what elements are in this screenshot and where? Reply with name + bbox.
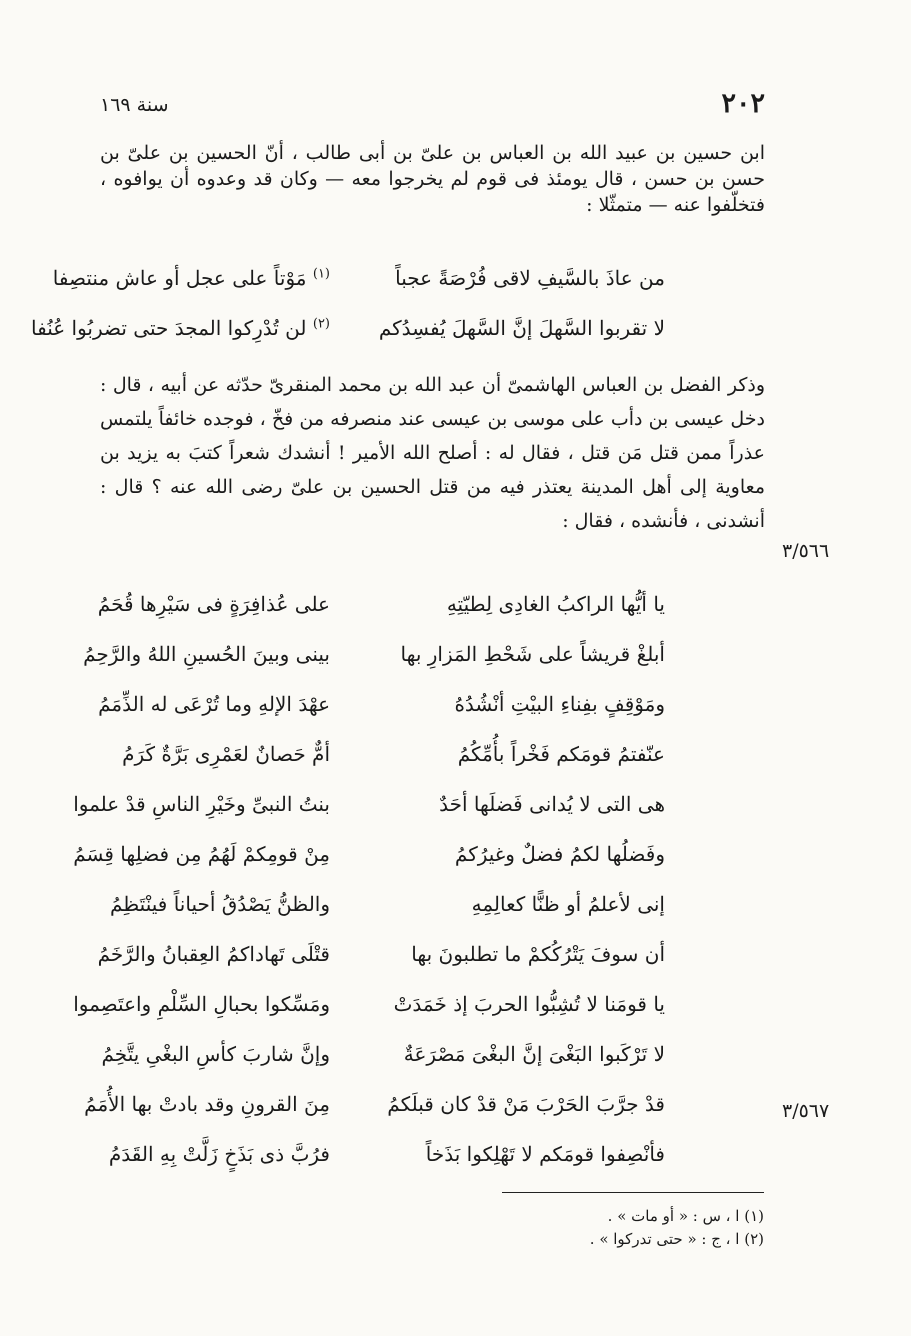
couplet xyxy=(0,592,665,632)
running-head-year: سنة ١٦٩ xyxy=(100,94,169,116)
first-hemistich: من عاذَ بالسَّيفِ لاقى فُرْصَةً عجباً xyxy=(395,266,665,290)
first-hemistich: يا أيُّها الراكبُ الغادِى لِطيّتِهِ xyxy=(446,592,665,616)
first-hemistich: ومَوْقِفٍ بفِناءِ البيْتِ أنْشُدُهُ xyxy=(454,692,665,716)
couplet xyxy=(0,742,665,782)
footnote-marker: (٢) xyxy=(312,316,330,332)
second-hemistich: فرُبَّ ذى بَذَخٍ زَلَّتْ بِهِ القَدَمُ xyxy=(108,1142,330,1166)
footnote-marker: (١) xyxy=(312,266,330,282)
page-header xyxy=(100,88,765,128)
first-hemistich: لا تَرْكَبوا البَغْىَ إنَّ البغْىَ مَصْرَعَةٌ xyxy=(403,1042,665,1066)
couplet xyxy=(0,892,665,932)
couplet xyxy=(0,1142,665,1182)
page-number: ٢٠٢ xyxy=(721,88,765,119)
first-hemistich: عنّفتمُ قومَكم فَخْراً بأُمِّكُمُ xyxy=(457,742,665,766)
second-hemistich xyxy=(0,316,330,340)
couplet xyxy=(0,316,665,356)
first-hemistich: هى التى لا يُدانى فَضلَها أحَدٌ xyxy=(439,792,665,816)
margin-reference: ٣/٥٦٧ xyxy=(782,1100,830,1122)
opening-paragraph: ابن حسين بن عبيد الله بن العباس بن علىّ بن أبى طالب ، أنّ الحسين بن علىّ بن حسن بن حسن ، قال يومئذ فى قوم لم يخرجوا معه — وكان قد وعدوه أن يوافوه ، فتخلّفوا عنه — متمثّلا : xyxy=(100,142,765,216)
couplet xyxy=(0,692,665,732)
second-hemistich: والظنُّ يَصْدُقُ أحياناً فينْتَظِمُ xyxy=(109,892,330,916)
first-hemistich: يا قومَنا لا تُشِبُّوا الحربَ إذ خَمَدَتْ xyxy=(393,992,665,1016)
couplet xyxy=(0,792,665,832)
second-hemistich: عهْدَ الإلهِ وما تُرْعَى له الذِّمَمُ xyxy=(98,692,330,716)
first-hemistich: أبلغْ قريشاً على شَحْطِ المَزارِ بها xyxy=(400,642,665,666)
first-hemistich: أن سوفَ يَتْرُكُكمْ ما تطلبونَ بها xyxy=(411,942,665,966)
couplet xyxy=(0,1092,665,1132)
second-hemistich-text: مَوْتاً على عجل أو عاش منتصِفا xyxy=(52,266,307,290)
margin-reference: ٣/٥٦٦ xyxy=(782,540,830,562)
second-hemistich: مِنَ القرونِ وقد بادتْ بها الأُمَمُ xyxy=(84,1092,330,1116)
footnotes xyxy=(502,1205,764,1251)
narrative-paragraph: وذكر الفضل بن العباس الهاشمىّ أن عبد الله بن محمد المنقرىّ حدّثه عن أبيه ، قال : دخل عيسى بن دأب على موسى بن عيسى عند منصرفه من فخّ ، فوجده خائفاً يلتمس عذراً ممن قتل مَن قتل ، فقال له : أصلح الله الأمير ! أنشدك شعراً كتبَ به يزيد بن معاوية إلى أهل المدينة يعتذر فيه من قتل الحسين بن علىّ رضى الله عنه ؟ قال : أنشدنى ، فأنشده ، فقال : xyxy=(100,374,765,532)
first-hemistich: لا تقربوا السَّهلَ إنَّ السَّهلَ يُفسِدُكم xyxy=(378,316,665,340)
second-hemistich: أمٌّ حَصانٌ لعَمْرِى بَرَّةٌ كَرَمُ xyxy=(122,742,330,766)
second-hemistich: بنتُ النبىِّ وخَيْرِ الناسِ قدْ علموا xyxy=(73,792,330,816)
couplet xyxy=(0,1042,665,1082)
second-hemistich-text: لن تُدْرِكوا المجدَ حتى تضربُوا عُنُفا xyxy=(30,316,307,340)
first-hemistich: فأنْصِفوا قومَكم لا تَهْلِكوا بَذَخاً xyxy=(425,1142,665,1166)
second-hemistich: بينى وبينَ الحُسينِ اللهُ والرَّحِمُ xyxy=(83,642,330,666)
first-hemistich: وفَضلُها لكمُ فضلٌ وغيرُكمُ xyxy=(454,842,665,866)
first-hemistich: إنى لأعلمُ أو ظنًّا كعالِمِهِ xyxy=(471,892,665,916)
second-hemistich: قتْلَى تَهاداكمُ العِقبانُ والرَّخَمُ xyxy=(97,942,330,966)
footnote: (١) ا ، س : « أو مات » . xyxy=(607,1207,764,1225)
second-hemistich: على عُذافِرَةٍ فى سَيْرِها قُحَمُ xyxy=(97,592,330,616)
footnote: (٢) ا ، ج : « حتى تدركوا » . xyxy=(589,1230,764,1248)
footnote-divider xyxy=(502,1192,764,1193)
couplet xyxy=(0,992,665,1032)
couplet xyxy=(0,942,665,982)
second-hemistich: ومَسِّكوا بحبالِ السِّلْمِ واعتَصِموا xyxy=(73,992,330,1016)
couplet xyxy=(0,266,665,306)
second-hemistich xyxy=(0,266,330,290)
first-hemistich: قدْ جرَّبَ الحَرْبَ مَنْ قدْ كان قبلَكمُ xyxy=(387,1092,665,1116)
couplet xyxy=(0,642,665,682)
second-hemistich: وإنَّ شاربَ كأسِ البغْىِ يتَّخِمُ xyxy=(101,1042,330,1066)
second-hemistich: مِنْ قومِكمْ لَهُمُ مِن فضلِها قِسَمُ xyxy=(73,842,330,866)
couplet xyxy=(0,842,665,882)
